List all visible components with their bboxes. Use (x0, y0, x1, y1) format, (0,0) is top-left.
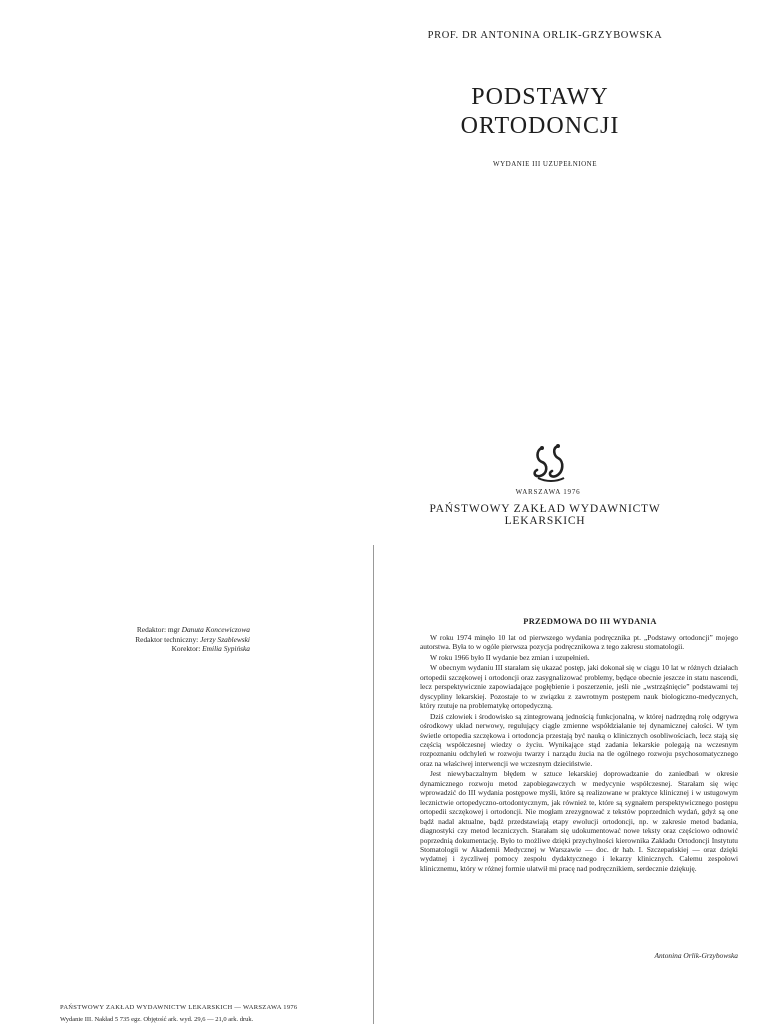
edition-note: WYDANIE III UZUPEŁNIONE (492, 160, 598, 168)
credit-role: Redaktor techniczny: (135, 634, 199, 644)
imprint-line-2: Wydanie III. Nakład 5 735 egz. Objętość ark. wyd. 29,6 — 21,0 ark. druk. (60, 1016, 254, 1023)
credit-name: Danuta Koncewiczowa (181, 625, 250, 634)
credit-name: Emilia Sypińska (202, 644, 250, 654)
preface-signature: Antonina Orlik-Grzybowska (654, 951, 738, 960)
book-title (420, 83, 660, 141)
credit-line (70, 635, 250, 645)
snake-publisher-logo-icon (528, 440, 572, 484)
page-spine-divider (373, 545, 374, 1024)
book-title-line2: ORTODONCJI (460, 113, 620, 139)
city-year: WARSZAWA 1976 (515, 488, 581, 496)
credit-role: Korektor: (171, 644, 201, 654)
publisher-name: PAŃSTWOWY ZAKŁAD WYDAWNICTW LEKARSKICH (429, 503, 661, 527)
author-line: PROF. DR ANTONINA ORLIK-GRZYBOWSKA (427, 30, 663, 41)
credits-block (70, 625, 250, 654)
imprint-line-1: PAŃSTWOWY ZAKŁAD WYDAWNICTW LEKARSKICH — WARSZAWA 1976 (60, 1004, 298, 1011)
book-title-line1: PODSTAWY (471, 84, 609, 110)
credit-line (70, 644, 250, 654)
preface-paragraph: Dziś człowiek i środowisko są zintegrowaną jednością funkcjonalną, w której nadrzędną rolę odgrywa ośrodkowy układ nerwowy, regulujący ciągle zmienne współdziałanie tej dynamicznej całości. W tym świetle ortopedia szczękowa i ortodoncja przestają być nauką o klinicznych osobliwościach, lecz stają się częścią współczesnej wiedzy o życiu. Wynikające stąd zadania lekarskie polegają na wczesnym rozpoznaniu odchyleń w rozwoju twarzy i narządu żucia na tle ogólnego rozwoju psychosomatycznego oraz na właściwej interwencji we wczesnym dzieciństwie. (420, 711, 738, 768)
credit-line (70, 625, 250, 635)
preface-heading: PRZEDMOWA DO III WYDANIA (523, 617, 657, 626)
preface-paragraph: W roku 1974 minęło 10 lat od pierwszego wydania podręcznika pt. „Podstawy ortodoncji” mojego autorstwa. Była to w ogóle pierwsza pozycja podręcznikowa z tego zakresu stomatologii. (420, 633, 738, 652)
credit-name: Jerzy Szablewski (200, 634, 250, 644)
preface-body (420, 633, 738, 874)
preface-paragraph: Jest niewybaczalnym błędem w sztuce lekarskiej doprowadzanie do zaniedbań w okresie dynamicznego rozwoju metod zapobiegawczych w medycynie współczesnej. Starałam się więc wprowadzić do III wydania postępowe myśli, które są realizowane w praktyce klinicznej i w ustugowym lecznictwie ortopedyczno-ortodontycznym, jak również te, które są sygnałem perspektywicznego postępu ortopedii szczękowej i ortodoncji. Nie mogłam zrezygnować z tekstów poprzednich wydań, gdyż są one bądź nadal aktualne, bądź przedstawiają etapy ewolucji ortodoncji, np. w zakresie metod badania, diagnostyki czy metod leczniczych. Starałam się udokumentować nowe teksty oraz częściowo odnowić poprzednią dokumentację. Było to możliwe dzięki przychylności kierownika Zakładu Ortodoncji Instytutu Stomatologii w Akademii Medycznej w Warszawie — doc. dr hab. I. Szczepańskiej — oraz dzięki wydatnej i życzliwej pomocy zespołu dydaktycznego i lekarzy klinicznych. Całemu zespołowi klinicznemu, który w różnej formie ułatwił mi pracę nad podręcznikiem, serdecznie dziękuję. (420, 769, 738, 873)
preface-paragraph: W roku 1966 było II wydanie bez zmian i uzupełnień. (430, 652, 590, 662)
preface-paragraph: W obecnym wydaniu III starałam się ukazać postęp, jaki dokonał się w ciągu 10 lat w różnych działach ortopedii szczękowej i ortodoncji oraz zasygnalizować problemy, będące obecnie jeszcze in statu nascendi, lecz perspektywicznie zapowiadające pogłębienie i poszerzenie, jeśli nie „wstrząśnięcie” podstawami tej dyscypliny lekarskiej. Pozostaje to w związku z zawrotnym postępem nauk biologiczno-medycznych, który rzutuje na problematykę ortopedyczną. (420, 663, 738, 711)
credit-role: Redaktor: mgr (136, 625, 180, 634)
